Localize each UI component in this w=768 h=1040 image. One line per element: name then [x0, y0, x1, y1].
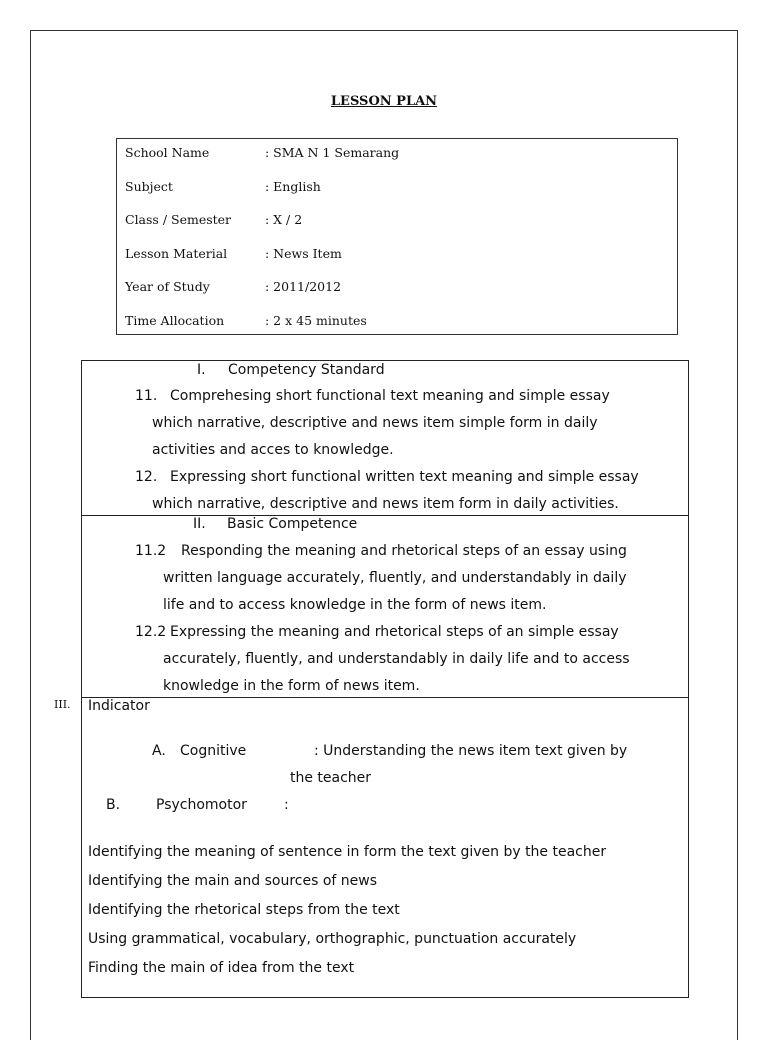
section-heading: Basic Competence	[227, 516, 358, 532]
item-text: which narrative, descriptive and news item form in daily activities.	[152, 496, 619, 512]
info-label: Time Allocation	[125, 313, 225, 328]
section-numeral: I.	[197, 362, 206, 378]
info-label: Lesson Material	[125, 246, 228, 261]
item-text: Expressing short functional written text meaning and simple essay	[170, 469, 639, 485]
indicator-section	[81, 697, 689, 998]
indicator-text: the teacher	[290, 770, 372, 786]
indicator-colon: :	[284, 797, 289, 813]
item-text: Responding the meaning and rhetorical steps of an essay using	[181, 543, 627, 559]
info-value: : SMA N 1 Semarang	[265, 145, 400, 160]
indicator-label: Cognitive	[180, 743, 247, 759]
item-text: which narrative, descriptive and news item simple form in daily	[152, 415, 598, 431]
section-numeral: II.	[193, 516, 206, 532]
item-number: 11.2	[135, 543, 167, 559]
info-label: Class / Semester	[125, 212, 232, 227]
item-number: 11.	[135, 388, 158, 404]
document-title: LESSON PLAN	[330, 94, 438, 109]
item-number: 12.2	[135, 624, 167, 640]
indicator-label: Psychomotor	[156, 797, 247, 813]
section-heading: Indicator	[88, 698, 150, 714]
section-numeral: III.	[54, 698, 71, 711]
info-value: : X / 2	[265, 212, 303, 227]
section-heading: Competency Standard	[228, 362, 385, 378]
indicator-list-item: Identifying the main and sources of news	[88, 873, 378, 889]
item-text: accurately, fluently, and understandably in daily life and to access	[163, 651, 630, 667]
info-value: : 2011/2012	[265, 279, 342, 294]
item-text: Expressing the meaning and rhetorical steps of an simple essay	[170, 624, 619, 640]
info-value: : English	[265, 179, 321, 194]
indicator-text: : Understanding the news item text given by	[314, 743, 628, 759]
competency-standard-section	[81, 360, 689, 516]
info-value: : 2 x 45 minutes	[265, 313, 367, 328]
school-info-box	[116, 138, 678, 335]
info-label: Year of Study	[125, 279, 210, 294]
item-text: life and to access knowledge in the form of news item.	[163, 597, 547, 613]
info-label: Subject	[125, 179, 173, 194]
info-value: : News Item	[265, 246, 342, 261]
item-number: 12.	[135, 469, 158, 485]
indicator-letter: B.	[106, 797, 121, 813]
indicator-list-item: Finding the main of idea from the text	[88, 960, 355, 976]
indicator-list-item: Using grammatical, vocabulary, orthographic, punctuation accurately	[88, 931, 577, 947]
indicator-list-item: Identifying the rhetorical steps from the text	[88, 902, 400, 918]
info-label: School Name	[125, 145, 210, 160]
item-text: activities and acces to knowledge.	[152, 442, 394, 458]
indicator-list-item: Identifying the meaning of sentence in form the text given by the teacher	[88, 844, 607, 860]
indicator-letter: A.	[152, 743, 166, 759]
item-text: written language accurately, fluently, and understandably in daily	[163, 570, 627, 586]
basic-competence-section	[81, 515, 689, 698]
item-text: knowledge in the form of news item.	[163, 678, 420, 694]
item-text: Comprehesing short functional text meaning and simple essay	[170, 388, 610, 404]
